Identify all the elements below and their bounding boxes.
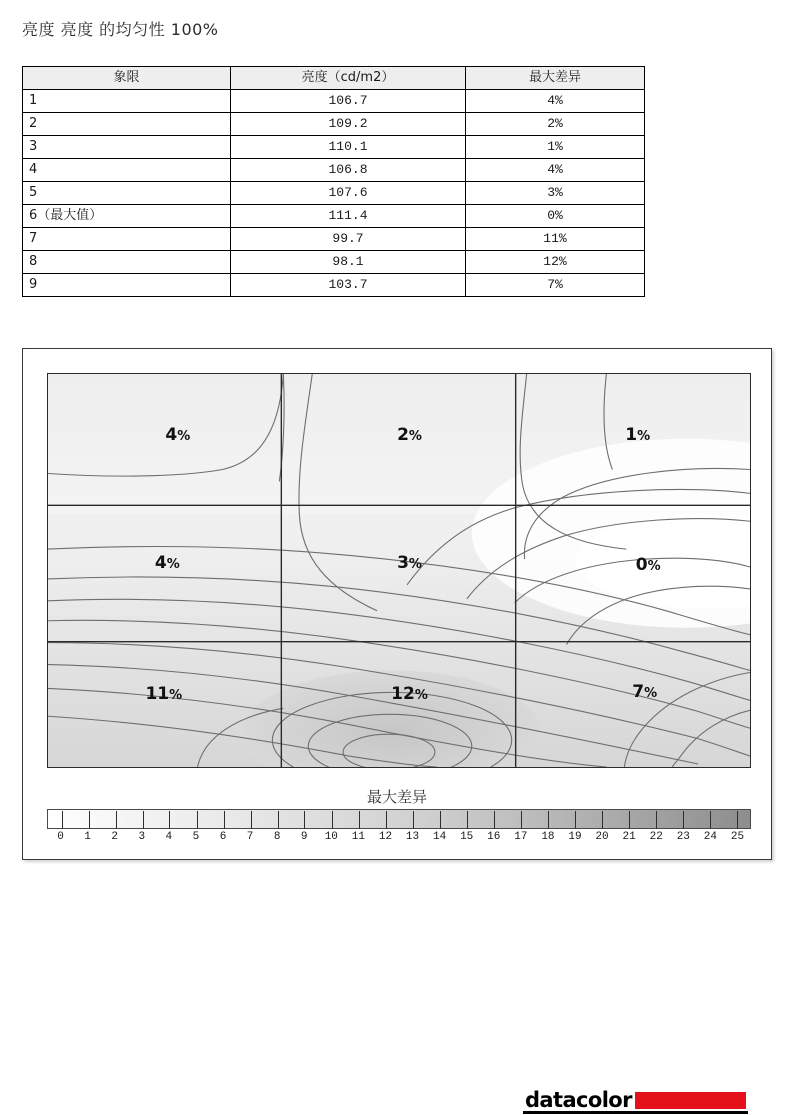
- legend-tick-label: 21: [622, 831, 636, 843]
- table-header-row: [23, 67, 645, 90]
- quadrant-label-5-unit: %: [408, 556, 422, 572]
- cell-quadrant: 1: [23, 90, 231, 113]
- legend-tick-label: 8: [273, 831, 281, 843]
- legend-tick-label: 13: [405, 831, 420, 843]
- page-title: 亮度 亮度 的均匀性 100%: [22, 20, 219, 39]
- column-header-quadrant: 象限: [23, 67, 231, 90]
- legend-tick-label: 16: [487, 831, 501, 843]
- legend-tick: [494, 811, 495, 829]
- legend-tick: [116, 811, 117, 829]
- legend-tick-label: 15: [460, 831, 474, 843]
- cell-difference: 7%: [466, 274, 645, 297]
- quadrant-label-9-unit: %: [644, 686, 658, 702]
- quadrant-label-4-unit: %: [166, 556, 180, 572]
- table-row: [23, 90, 645, 113]
- legend-tick: [251, 811, 252, 829]
- cell-luminance: 106.7: [231, 90, 466, 113]
- contour-svg: [48, 374, 750, 767]
- cell-quadrant: 4: [23, 159, 231, 182]
- legend-tick: [197, 811, 198, 829]
- quadrant-label-5-value: 3: [397, 552, 409, 573]
- legend-tick: [656, 811, 657, 829]
- table-body: [23, 90, 645, 297]
- cell-luminance: 106.8: [231, 159, 466, 182]
- cell-difference: 1%: [466, 136, 645, 159]
- legend-tick: [737, 811, 738, 829]
- legend-tick: [62, 811, 63, 829]
- cell-quadrant: 5: [23, 182, 231, 205]
- table-row: [23, 251, 645, 274]
- legend-tick: [413, 811, 414, 829]
- legend-tick: [710, 811, 711, 829]
- datacolor-wordmark: datacolor: [525, 1087, 632, 1112]
- legend-tick-label: 12: [378, 831, 393, 843]
- legend-tick-label: 0: [57, 831, 64, 843]
- quadrant-label-8-unit: %: [414, 688, 428, 704]
- legend-tick: [386, 811, 387, 829]
- cell-quadrant: 2: [23, 113, 231, 136]
- cell-quadrant: 6（最大值）: [23, 205, 231, 228]
- column-header-luminance: 亮度（cd/m2）: [231, 67, 466, 90]
- legend-tick: [332, 811, 333, 829]
- legend-tick-label: 5: [192, 831, 200, 843]
- contour-plot: [47, 373, 751, 768]
- legend-tick: [143, 811, 144, 829]
- legend-tick-label: 1: [84, 831, 91, 843]
- datacolor-red-bar: [635, 1092, 746, 1109]
- cell-luminance: 111.4: [231, 205, 466, 228]
- quadrant-label-7-value: 11: [145, 684, 170, 705]
- legend-tick: [359, 811, 360, 829]
- legend: [47, 809, 751, 847]
- uniformity-chart-panel: [22, 348, 772, 1112]
- table-row: [23, 274, 645, 297]
- legend-tick-label: 19: [568, 831, 582, 843]
- cell-quadrant: 9: [23, 274, 231, 297]
- table-row: [23, 159, 645, 182]
- cell-luminance: 109.2: [231, 113, 466, 136]
- cell-luminance: 110.1: [231, 136, 466, 159]
- cell-difference: 3%: [466, 182, 645, 205]
- cell-quadrant: 3: [23, 136, 231, 159]
- quadrant-label-6-value: 0: [635, 554, 648, 575]
- quadrant-label-2-unit: %: [408, 428, 422, 444]
- legend-tick-label: 3: [138, 831, 146, 843]
- cell-luminance: 103.7: [231, 274, 466, 297]
- column-header-difference: 最大差异: [466, 67, 645, 90]
- legend-tick: [304, 811, 305, 829]
- legend-tick: [89, 811, 90, 829]
- table-row: [23, 205, 645, 228]
- cell-difference: 4%: [466, 159, 645, 182]
- legend-tick: [548, 811, 549, 829]
- table-row: [23, 136, 645, 159]
- cell-difference: 0%: [466, 205, 645, 228]
- legend-tick-label: 9: [300, 831, 308, 843]
- quadrant-label-4-value: 4: [154, 552, 167, 573]
- legend-tick: [224, 811, 225, 829]
- quadrant-label-9-value: 7: [632, 682, 645, 703]
- legend-tick: [278, 811, 279, 829]
- quadrant-label-1-value: 4: [165, 424, 178, 445]
- quadrant-label-2-value: 2: [397, 424, 409, 445]
- legend-color-ramp: [47, 809, 751, 829]
- cell-difference: 4%: [466, 90, 645, 113]
- legend-tick-label: 10: [324, 831, 338, 843]
- legend-tick-labels: [47, 831, 751, 847]
- cell-quadrant: 7: [23, 228, 231, 251]
- legend-title: 最大差异: [366, 788, 427, 806]
- legend-tick-label: 7: [246, 831, 254, 843]
- legend-tick-label: 20: [595, 831, 609, 843]
- legend-tick: [575, 811, 576, 829]
- legend-tick-label: 14: [433, 831, 447, 843]
- quadrant-label-7-unit: %: [169, 688, 183, 704]
- quadrant-label-3-value: 1: [625, 424, 638, 445]
- legend-tick-label: 25: [730, 831, 745, 843]
- cell-luminance: 99.7: [231, 228, 466, 251]
- legend-tick: [629, 811, 630, 829]
- quadrant-label-6-unit: %: [647, 558, 661, 574]
- quadrant-label-1-unit: %: [177, 428, 191, 444]
- legend-tick-label: 6: [219, 831, 227, 843]
- quadrant-label-8-value: 12: [391, 684, 415, 705]
- uniformity-table: [22, 66, 645, 297]
- legend-tick-label: 18: [541, 831, 555, 843]
- uniformity-table-container: [22, 66, 605, 297]
- legend-tick-label: 11: [351, 831, 365, 843]
- cell-luminance: 107.6: [231, 182, 466, 205]
- table-row: [23, 182, 645, 205]
- legend-tick: [521, 811, 522, 829]
- cell-quadrant: 8: [23, 251, 231, 274]
- table-header: [23, 67, 645, 90]
- datacolor-underline: [523, 1111, 748, 1114]
- cell-difference: 11%: [466, 228, 645, 251]
- legend-tick: [440, 811, 441, 829]
- legend-tick: [169, 811, 170, 829]
- cell-difference: 2%: [466, 113, 645, 136]
- quadrant-label-3-unit: %: [637, 428, 651, 444]
- legend-tick-label: 2: [111, 831, 118, 843]
- legend-tick-label: 22: [649, 831, 663, 843]
- legend-tick-label: 23: [676, 831, 690, 843]
- table-row: [23, 228, 645, 251]
- legend-tick-label: 4: [165, 831, 173, 843]
- legend-tick: [683, 811, 684, 829]
- legend-tick: [602, 811, 603, 829]
- table-row: [23, 113, 645, 136]
- legend-tick-label: 24: [703, 831, 717, 843]
- cell-luminance: 98.1: [231, 251, 466, 274]
- legend-tick: [467, 811, 468, 829]
- legend-tick-label: 17: [514, 831, 528, 843]
- cell-difference: 12%: [466, 251, 645, 274]
